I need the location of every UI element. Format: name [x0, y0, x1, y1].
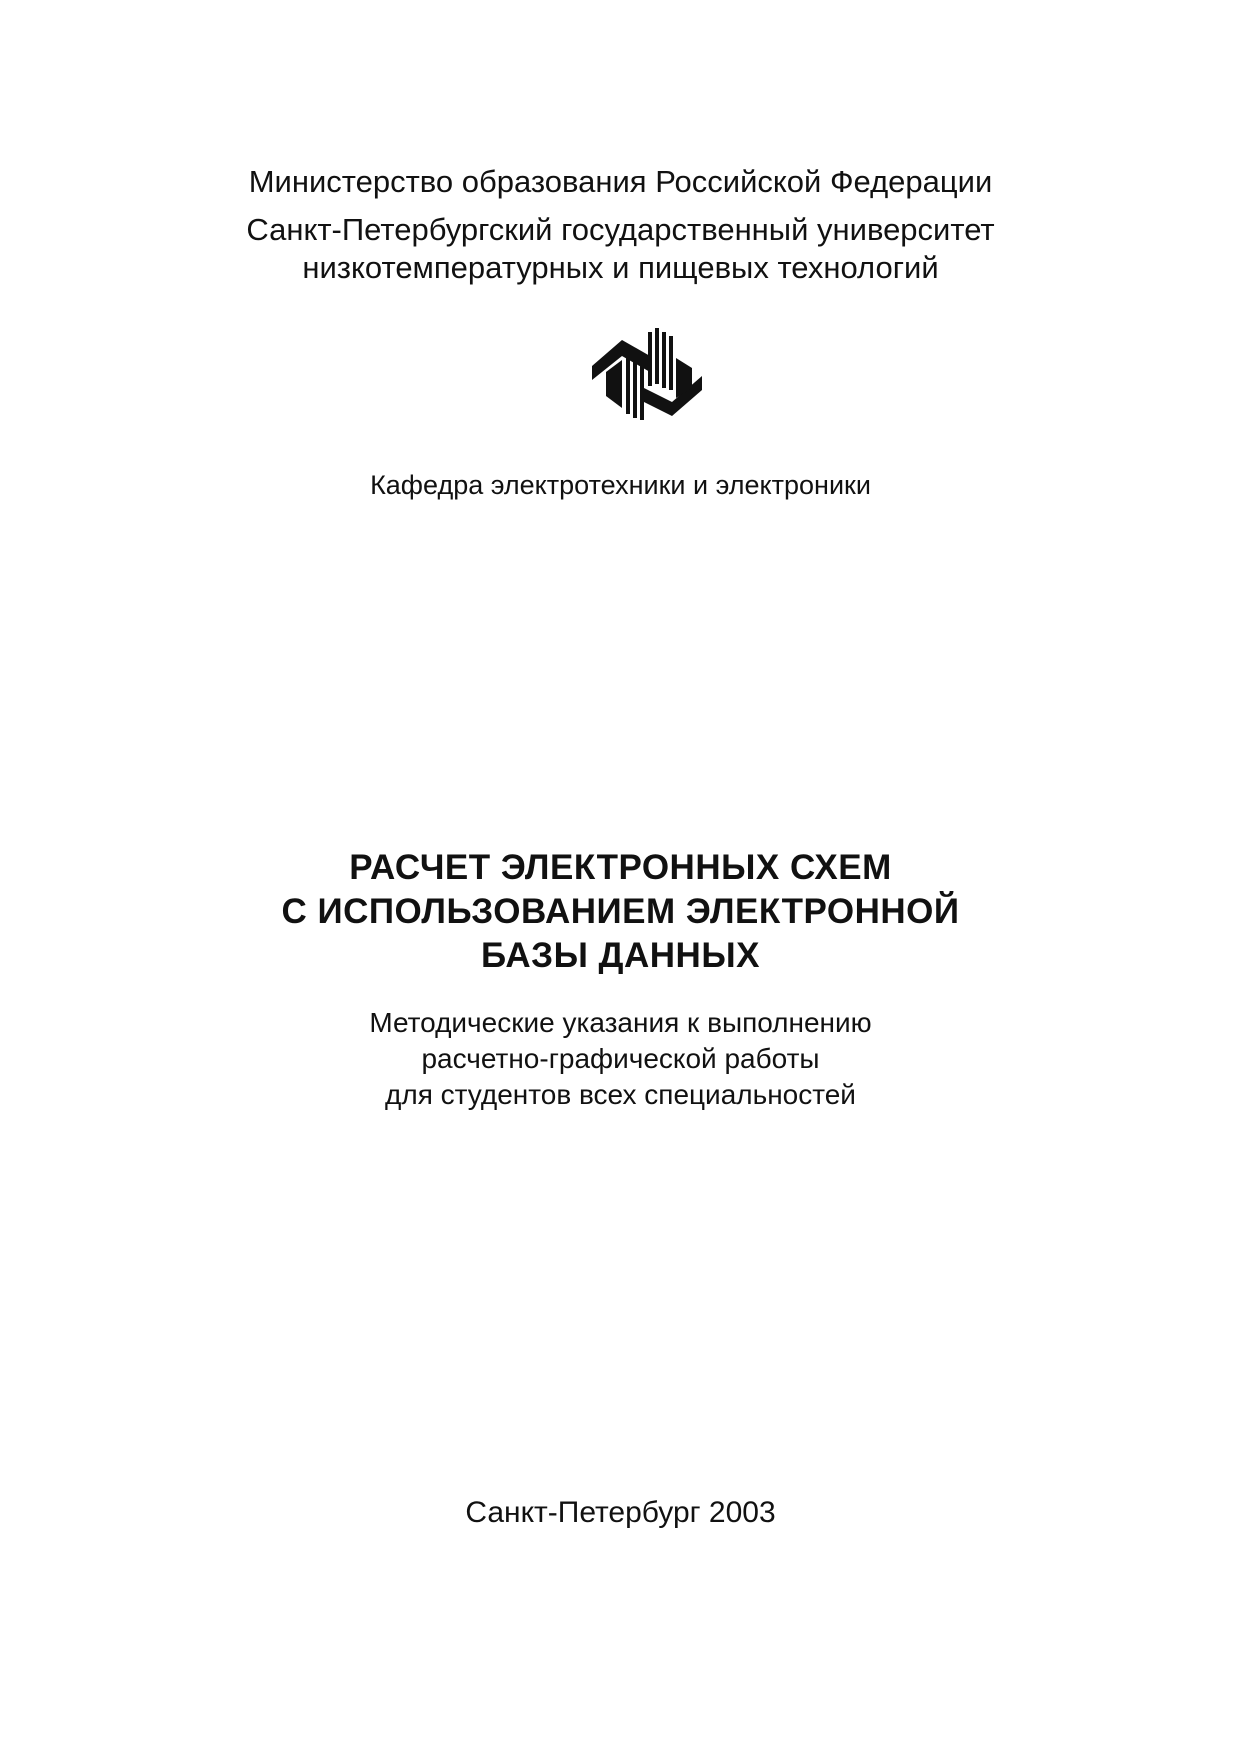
ministry-name: Министерство образования Российской Федерации — [248, 164, 993, 199]
department-name: Кафедра электротехники и электроники — [370, 470, 871, 500]
document-subtitle-line2: расчетно-графической работы — [421, 1043, 820, 1074]
document-title-line1: РАСЧЕТ ЭЛЕКТРОННЫХ СХЕМ — [349, 848, 892, 887]
university-emblem-icon — [592, 328, 702, 428]
document-title-line3: БАЗЫ ДАННЫХ — [481, 936, 760, 975]
document-title-line2: С ИСПОЛЬЗОВАНИЕМ ЭЛЕКТРОННОЙ — [281, 892, 960, 931]
university-name-line1: Санкт-Петербургский государственный университет — [246, 212, 995, 247]
document-subtitle-line1: Методические указания к выполнению — [369, 1007, 872, 1038]
document-subtitle-line3: для студентов всех специальностей — [385, 1079, 856, 1110]
place-and-year: Санкт-Петербург 2003 — [465, 1496, 776, 1529]
university-name-line2: низкотемпературных и пищевых технологий — [302, 250, 939, 285]
